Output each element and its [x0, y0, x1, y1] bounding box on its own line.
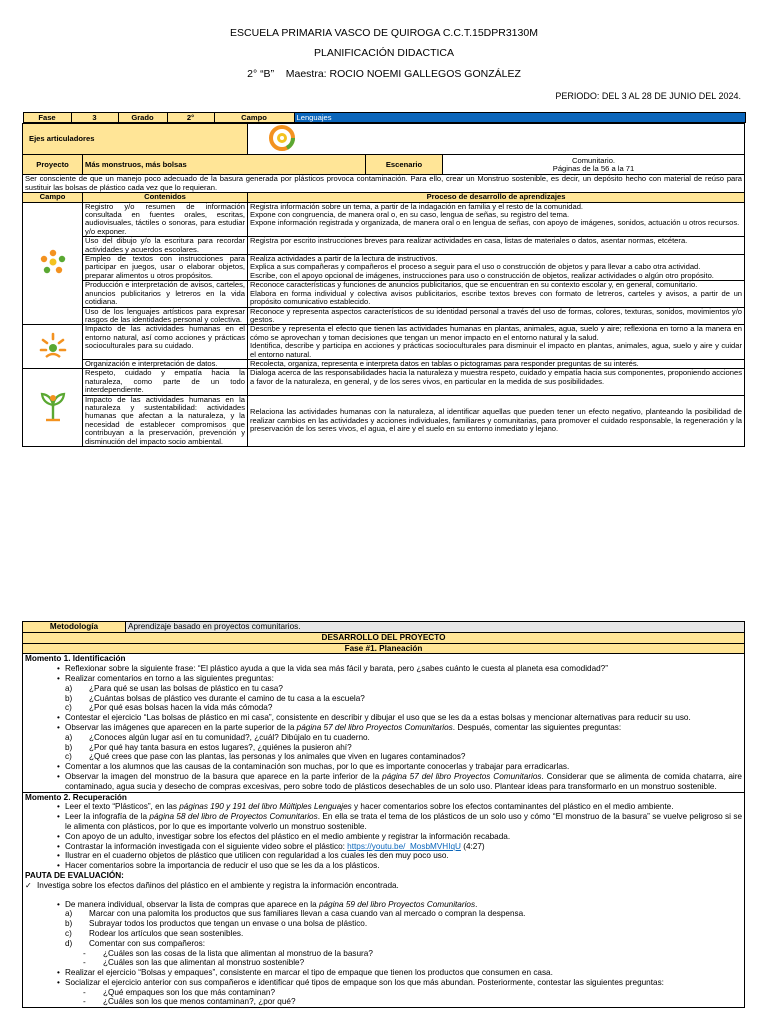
contenido-0: Registro y/o resumen de información consultada en fuentes orales, escritas, audiovisuales, táctiles o sonoras, para estudiar y/o exponer. — [83, 202, 248, 237]
col-proceso: Proceso de desarrollo de aprendizajes — [248, 193, 745, 202]
proceso-6: Recolecta, organiza, representa e interpreta datos en tablas o pictogramas para responder preguntas de su interés. — [248, 359, 745, 368]
contenido-5: Impacto de las actividades humanas en el entorno natural, así como acciones y prácticas socioculturales para su cuidado. — [83, 325, 248, 360]
list-item — [25, 802, 742, 812]
escenario-value: Comunitario. — [571, 155, 616, 165]
dash-item: - ¿Cuáles son las que alimentan al monstruo sostenible? — [25, 958, 742, 968]
book-reference: páginas 190 y 191 del libro Múltiples Lenguajes — [179, 802, 352, 812]
list-item: • Observar la imagen del monstruo de la basura que aparece en la parte inferior de la página 57 del libro Proyectos Comunitarios. Considerar que se alimenta de comida chatarra, aire contaminado, agua sucia y desecho de compras excesivas, pero sobre todo de plásticos desechables de un solo uso. Plantear ideas para transformarlo en un monstruo sostenible. — [25, 772, 742, 792]
list-item: • Realizar el ejercicio “Bolsas y empaques”, consistente en marcar el tipo de empaque que tienen los productos que consumen en casa. — [25, 968, 742, 978]
list-text: . — [475, 899, 478, 909]
question-text: Rodear los artículos que sean sostenibles. — [89, 928, 244, 938]
col-campo: Campo — [23, 193, 83, 202]
contenido-8: Impacto de las actividades humanas en la naturaleza y sustentabilidad: actividades humanas que afectan a la naturaleza, y la necesidad de establecer compromisos que contribuyan a la preservación, prevención y disminución del impacto socio ambiental. — [83, 395, 248, 446]
question-letter: a) — [65, 683, 73, 693]
list-text: Observar la imagen del monstruo de la basura que aparece en la parte inferior de la — [65, 771, 383, 781]
teacher-name: Maestra: ROCIO NOEMI GALLEGOS GONZÁLEZ — [285, 68, 521, 80]
list-item — [25, 842, 742, 852]
list-item — [25, 723, 742, 733]
momento-2-title: Momento 2. Recuperación — [25, 792, 127, 802]
question-item — [25, 919, 742, 929]
book-reference: página 57 del libro Proyectos Comunitarios — [296, 722, 453, 732]
question-text: ¿Conoces algún lugar así en tu comunidad?, ¿cuál? Dibújalo en tu cuaderno. — [89, 732, 370, 742]
question-item — [25, 743, 742, 753]
question-item — [25, 752, 742, 762]
question-item — [25, 733, 742, 743]
question-item — [25, 929, 742, 939]
grade-teacher-line — [0, 68, 768, 80]
dash-item: - ¿Cuáles son los que menos contaminan?, ¿por qué? — [25, 997, 742, 1007]
contenido-4: Uso de los lenguajes artísticos para expresar rasgos de las identidades personal y colectiva. — [83, 307, 248, 325]
question-text: ¿Qué crees que pase con las plantas, las personas y los animales que viven en lugares contaminados? — [89, 752, 466, 762]
pauta-title: PAUTA DE EVALUACIÓN: — [25, 870, 124, 880]
contenido-2: Empleo de textos con instrucciones para participar en juegos, usar o elaborar objetos, preparar alimentos u otros propósitos. — [83, 255, 248, 281]
proceso-8: Relaciona las actividades humanas con la naturaleza, al identificar aquellas que pueden tener un efecto negativo, planteando la posibilidad de realizar cambios en las actividades y acciones individuales, familiares y comunitarias, para promover el cuidado responsable, la regeneración y la preservación de los seres vivos, el agua, el aire y el suelo en su entorno inmediato y lejano. — [248, 395, 745, 446]
question-letter: a) — [65, 909, 73, 919]
question-letter: c) — [65, 928, 72, 938]
book-reference: página 57 del libro Proyectos Comunitarios — [382, 771, 542, 781]
check-item: ✓ Investiga sobre los efectos dañinos del plástico en el ambiente y registra la información encontrada. — [25, 881, 742, 891]
fase-label: Fase — [23, 113, 71, 123]
question-text: ¿Para qué se usan las bolsas de plástico en tu casa? — [89, 683, 283, 693]
question-letter: d) — [65, 938, 73, 948]
question-item — [25, 909, 742, 919]
video-link[interactable]: https://youtu.be/_MosbMVHIqU — [347, 841, 461, 851]
proceso-7: Dialoga acerca de las responsabilidades hacia la naturaleza y muestra respeto, cuidado y empatía hacia sus componentes, proponiendo acciones a favor de la naturaleza, en general, y de los seres vivos, en particular en la medida de sus posibilidades. — [248, 369, 745, 395]
grado-value: 2° — [167, 113, 214, 123]
ejes-label: Ejes articuladores — [23, 124, 248, 155]
proceso-2: Realiza actividades a partir de la lectura de instructivos. Explica a sus compañeras y compañeros el proceso a seguir para el uso o construcción de objetos y para llevar a cabo otra actividad. Escribe, con el apoyo opcional de imágenes, instrucciones para uso o construcción de objetos, realizar actividades o algún otro propósito. — [248, 255, 745, 281]
grade-group: 2° “B” — [247, 68, 275, 80]
ejes-articuladores-icon — [268, 124, 296, 152]
proceso-5: Describe y representa el efecto que tienen las actividades humanas en plantas, animales, agua, suelo y aire; reflexiona en torno a la manera en cómo se aprovechan y toman decisiones que tengan un menor impacto en el entorno natural y la salud. Identifica, describe y participa en acciones y prácticas socioculturales para disminuir el impacto en plantas, animales, agua, suelo y aire y cuidar el entorno natural. — [248, 325, 745, 360]
question-item — [25, 939, 742, 949]
paginas: Páginas de la 56 a la 71 — [552, 163, 635, 173]
momento-1-title: Momento 1. Identificación — [25, 654, 126, 664]
question-text: Comentar con sus compañeros: — [89, 938, 206, 948]
question-item — [25, 694, 742, 704]
question-letter: c) — [65, 752, 72, 762]
list-item — [25, 812, 742, 832]
question-letter: b) — [65, 693, 73, 703]
list-item: • Realizar comentarios en torno a las siguientes preguntas: — [25, 674, 742, 684]
info-row — [23, 112, 745, 124]
book-reference: página 59 del libro Proyectos Comunitarios — [318, 899, 476, 909]
metodologia-label: Metodología — [23, 622, 126, 633]
book-reference: página 58 del libro de Proyectos Comunitarios — [149, 812, 318, 822]
campo-etica-cell — [23, 369, 83, 447]
desarrollo-title: DESARROLLO DEL PROYECTO — [23, 632, 745, 643]
list-text: . En ella se trata el tema de los plásticos de un solo uso y cómo “El monstruo de la basura” se vuelve peligroso si se le alimenta con plásticos, por lo que es importante volverlo un monstruo sostenible. — [65, 812, 743, 831]
proceso-4: Reconoce y representa aspectos característicos de su identidad personal a través del uso de formas, colores, texturas, sonidos, movimientos y/o gestos. — [248, 307, 745, 325]
document-title: PLANIFICACIÓN DIDACTICA — [313, 47, 455, 59]
list-item: • Comentar a los alumnos que las causas de la contaminación son muchas, por lo que es importante conocerlas y trabajar para erradicarlas. — [25, 762, 742, 772]
lenguajes-icon — [38, 247, 68, 277]
col-contenidos: Contenidos — [83, 193, 248, 202]
proceso-1: Registra por escrito instrucciones breves para realizar actividades en casa, listas de materiales o datos, asentar normas, etcétera. — [248, 237, 745, 255]
question-text: ¿Por qué hay tanta basura en estos lugares?, ¿quiénes la pusieron ahí? — [89, 742, 352, 752]
proceso-0: Registra información sobre un tema, a partir de la indagación en familia y el resto de la comunidad. Expone con congruencia, de manera oral o, en su caso, lengua de señas, su registro del tema. Expone información registrada y organizada, de manera oral o en lengua de señas, con apoyo de imágenes, sonidos, actuación u otros recursos. — [248, 202, 745, 237]
escenario-cell — [443, 155, 745, 175]
question-letter: a) — [65, 732, 73, 742]
development-table — [22, 621, 745, 1008]
question-item — [25, 703, 742, 713]
contenido-1: Uso del dibujo y/o la escritura para recordar actividades y acuerdos escolares. — [83, 237, 248, 255]
contenido-6: Organización e interpretación de datos. — [83, 359, 248, 368]
periodo: PERIODO: DEL 3 AL 28 DE JUNIO DEL 2024. — [555, 91, 741, 101]
campo-saberes-cell — [23, 325, 83, 369]
list-text: Leer el texto “Plásticos”, en las — [65, 802, 180, 812]
list-item: • Con apoyo de un adulto, investigar sobre los efectos del plástico en el medio ambiente y registrar la información recabada. — [25, 832, 742, 842]
escenario-label: Escenario — [366, 155, 443, 175]
question-text: Marcar con una palomita los productos que sus familiares llevan a casa cuando van al mercado o compran la despensa. — [89, 909, 526, 919]
project-description: Ser consciente de que un manejo poco adecuado de la basura generada por plásticos provoca contaminación. Para ello, crear un Monstruo sostenible, es decir, un depósito hecho con material de reúso para sustituir las bolsas de plástico cada vez que lo requieran. — [23, 175, 745, 193]
list-item: • Contestar el ejercicio “Las bolsas de plástico en mi casa”, consistente en describir y dibujar el uso que se les da a estas bolsas y mencionar alternativas para reducir su uso. — [25, 713, 742, 723]
list-text: De manera individual, observar la lista de compras que aparece en la — [65, 899, 319, 909]
contenido-7: Respeto, cuidado y empatía hacia la naturaleza, como parte de un todo interdependiente. — [83, 369, 248, 395]
list-item: • Reflexionar sobre la siguiente frase: “El plástico ayuda a que la vida sea más fácil y barata, pero ¿sabes cuánto le cuesta al planeta esa comodidad?” — [25, 664, 742, 674]
dash-item: - ¿Cuáles son las cosas de la lista que alimentan al monstruo de la basura? — [25, 949, 742, 959]
campo-value: Lenguajes — [294, 113, 745, 123]
question-text: ¿Cuántas bolsas de plástico ves durante el camino de tu casa a la escuela? — [89, 693, 365, 703]
list-text: (4:27) — [460, 841, 485, 851]
question-text: ¿Por qué esas bolsas hacen la vida más cómoda? — [89, 703, 273, 713]
list-item: • Socializar el ejercicio anterior con sus compañeros e identificar qué tipos de empaque son los que más abundan. Posteriormente, contestar las siguientes preguntas: — [25, 978, 742, 988]
question-letter: b) — [65, 742, 73, 752]
question-item — [25, 684, 742, 694]
fase-planeacion: Fase #1. Planeación — [23, 643, 745, 654]
school-name: ESCUELA PRIMARIA VASCO DE QUIROGA C.C.T.15DPR3130M — [230, 27, 538, 39]
metodologia-value: Aprendizaje basado en proyectos comunitarios. — [126, 622, 745, 633]
dash-item: - ¿Qué empaques son los que más contaminan? — [25, 988, 742, 998]
etica-naturaleza-icon — [38, 389, 68, 423]
list-text: . Después, comentar las siguientes preguntas: — [452, 722, 622, 732]
list-text: Considerar que se alimenta de comida chatarra, aire contaminado, agua sucia y desecho de compras excesivas, pero sobre todo de plásticos desechables de un solo uso. Plantear ideas para transformarlo en un monstruo sostenible. — [65, 771, 742, 791]
list-item: • Ilustrar en el cuaderno objetos de plástico que utilicen con regularidad a los cuales les den muy poco uso. — [25, 851, 742, 861]
contenido-3: Producción e interpretación de avisos, carteles, anuncios publicitarios y letreros en la vida cotidiana. — [83, 281, 248, 307]
momento-2-cell — [23, 792, 745, 1008]
question-letter: b) — [65, 919, 73, 929]
proyecto-value: Más monstruos, más bolsas — [83, 155, 366, 175]
planning-table — [22, 112, 745, 447]
ejes-cell — [248, 124, 745, 155]
question-text: Subrayar todos los productos que tengan un envase o una bolsa de plástico. — [89, 919, 368, 929]
campo-label: Campo — [214, 113, 294, 123]
list-text: Contrastar la información investigada con el siguiente video sobre el plástico: — [65, 841, 348, 851]
saberes-icon — [38, 331, 68, 361]
fase-value: 3 — [71, 113, 118, 123]
list-text: Leer la infografía de la — [65, 812, 150, 822]
list-text: y hacer comentarios sobre los efectos contaminantes del plástico en el medio ambiente. — [351, 802, 674, 812]
proyecto-label: Proyecto — [23, 155, 83, 175]
list-text: Observar las imágenes que aparecen en la parte superior de la — [65, 722, 297, 732]
question-letter: c) — [65, 703, 72, 713]
momento-1-cell — [23, 654, 745, 792]
campo-lenguajes-cell — [23, 202, 83, 325]
proceso-3: Reconoce características y funciones de anuncios publicitarios, que se encuentran en su contexto escolar y, en general, comunitario. Elabora en forma individual y colectiva avisos publicitarios, escribe textos breves con formato de letreros, carteles y avisos, a partir de un propósito comunicativo establecido. — [248, 281, 745, 307]
list-item: • Hacer comentarios sobre la importancia de reducir el uso que se les da a los plásticos. — [25, 861, 742, 871]
grado-label: Grado — [118, 113, 167, 123]
list-item — [25, 900, 742, 910]
